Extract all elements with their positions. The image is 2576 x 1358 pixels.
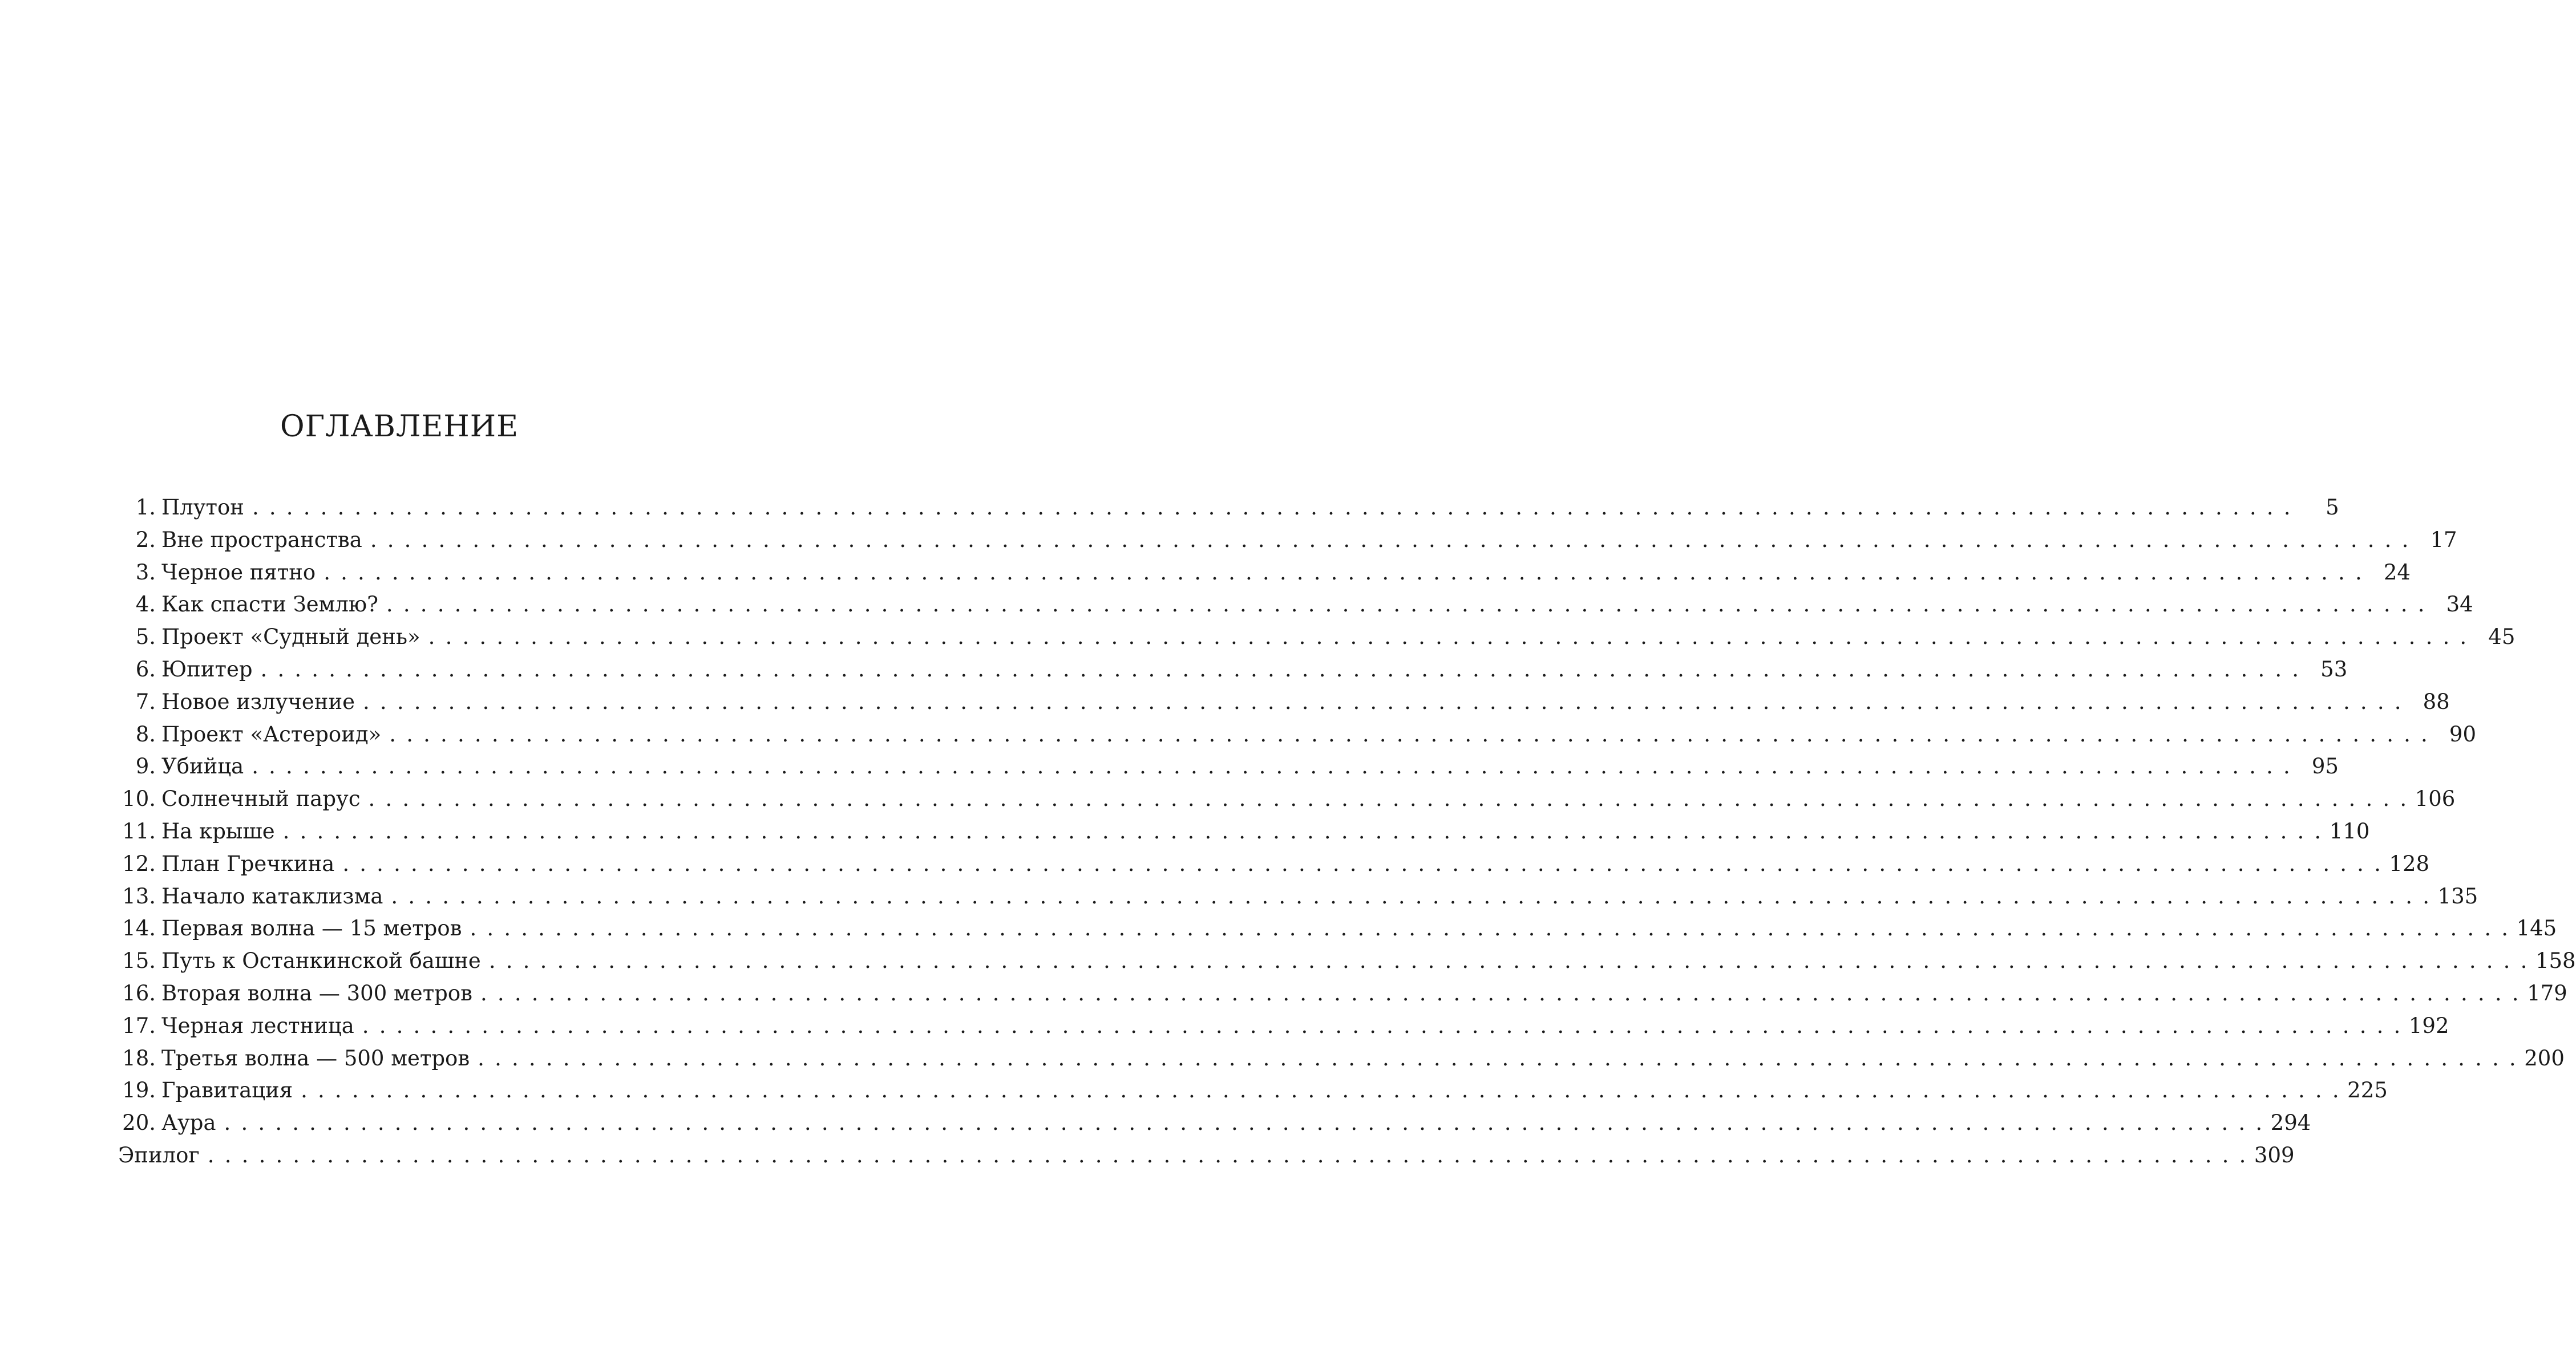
- toc-entry-page: 110: [2329, 818, 2370, 844]
- toc-entry-number: 7.: [135, 689, 156, 714]
- toc-entry-title: Убийца: [156, 751, 244, 783]
- toc-entry-number: 5.: [135, 625, 156, 650]
- page-title: ОГЛАВЛЕНИЕ: [280, 410, 519, 444]
- toc-entry-page: 90: [2449, 721, 2477, 747]
- dot-leader: . . . . . . . . . . . . . . . . . . . . . . . . . . . . . . . . . . . . . . . . . . . . . . . . . . . . . . . . . . . . . . . . . . . . . . . . . . . . . . . . . . . . . . . . . . . . . . . . . . . . . . . . . . . . . . . . . . . . . . . .: [342, 851, 2383, 876]
- toc-entry-page: 128: [2389, 851, 2430, 876]
- toc-entry-page: 45: [2488, 625, 2516, 650]
- dot-leader: . . . . . . . . . . . . . . . . . . . . . . . . . . . . . . . . . . . . . . . . . . . . . . . . . . . . . . . . . . . . . . . . . . . . . . . . . . . . . . . . . . . . . . . . . . . . . . . . . . . . . . . . . . . . . . . . . . . . . . . .: [386, 592, 2427, 617]
- dot-leader: . . . . . . . . . . . . . . . . . . . . . . . . . . . . . . . . . . . . . . . . . . . . . . . . . . . . . . . . . . . . . . . . . . . . . . . . . . . . . . . . . . . . . . . . . . . . . . . . . . . . . . . . . . . . . . . . . . . . . . . .: [363, 689, 2403, 714]
- toc-entry-number: 6.: [135, 656, 156, 682]
- toc-entry-page: 53: [2320, 656, 2348, 682]
- toc-entry-page: 34: [2446, 592, 2473, 617]
- dot-leader: . . . . . . . . . . . . . . . . . . . . . . . . . . . . . . . . . . . . . . . . . . . . . . . . . . . . . . . . . . . . . . . . . . . . . . . . . . . . . . . . . . . . . . . . . . . . . . . . . . . . . . . . . . . . . . . . . . . . . . . .: [428, 625, 2469, 650]
- dot-leader: . . . . . . . . . . . . . . . . . . . . . . . . . . . . . . . . . . . . . . . . . . . . . . . . . . . . . . . . . . . . . . . . . . . . . . . . . . . . . . . . . . . . . . . . . . . . . . . . . . . . . . . . . . . . . . . . . . . . . . . .: [480, 980, 2521, 1006]
- toc-entry-title: Проект «Астероид»: [156, 719, 381, 751]
- toc-entry: [118, 816, 2370, 848]
- toc-entry-number: 12.: [122, 851, 156, 876]
- toc-entry-number: 1.: [135, 495, 156, 520]
- toc-entry-page: 294: [2270, 1110, 2311, 1136]
- toc-entry-number: 20.: [122, 1110, 156, 1136]
- toc-entry-number: 11.: [122, 818, 156, 844]
- dot-leader: . . . . . . . . . . . . . . . . . . . . . . . . . . . . . . . . . . . . . . . . . . . . . . . . . . . . . . . . . . . . . . . . . . . . . . . . . . . . . . . . . . . . . . . . . . . . . . . . . . . . . . . . . . . . . . . . . . . . . . . .: [282, 818, 2323, 844]
- toc-entry-title: Эпилог: [118, 1140, 200, 1172]
- toc-entry-page: 200: [2524, 1045, 2565, 1071]
- toc-entry-number: 14.: [122, 916, 156, 941]
- toc-entry: [118, 1075, 2388, 1107]
- toc-entry: [118, 945, 2576, 978]
- toc-entry-number: 17.: [122, 1013, 156, 1038]
- dot-leader: . . . . . . . . . . . . . . . . . . . . . . . . . . . . . . . . . . . . . . . . . . . . . . . . . . . . . . . . . . . . . . . . . . . . . . . . . . . . . . . . . . . . . . . . . . . . . . . . . . . . . . . . . . . . . . . . . . . . . . . .: [389, 721, 2430, 747]
- toc-entry: [118, 686, 2450, 719]
- toc-entry-page: 179: [2527, 980, 2567, 1006]
- toc-entry-title: Начало катаклизма: [156, 881, 383, 913]
- toc-entry-page: 88: [2423, 689, 2450, 714]
- dot-leader: . . . . . . . . . . . . . . . . . . . . . . . . . . . . . . . . . . . . . . . . . . . . . . . . . . . . . . . . . . . . . . . . . . . . . . . . . . . . . . . . . . . . . . . . . . . . . . . . . . . . . . . . . . . . . . . . . . . . . . . .: [207, 1142, 2248, 1168]
- toc-entry-title: Аура: [156, 1107, 216, 1140]
- toc-entry: [118, 783, 2456, 816]
- toc-entry-page: 95: [2311, 754, 2339, 779]
- dot-leader: . . . . . . . . . . . . . . . . . . . . . . . . . . . . . . . . . . . . . . . . . . . . . . . . . . . . . . . . . . . . . . . . . . . . . . . . . . . . . . . . . . . . . . . . . . . . . . . . . . . . . . . . . . . . . . . . . . . . . . . .: [368, 787, 2409, 812]
- toc-entry: [118, 719, 2477, 751]
- dot-leader: . . . . . . . . . . . . . . . . . . . . . . . . . . . . . . . . . . . . . . . . . . . . . . . . . . . . . . . . . . . . . . . . . . . . . . . . . . . . . . . . . . . . . . . . . . . . . . . . . . . . . . . . . . . . . . . . . . . . . . . .: [252, 754, 2292, 779]
- toc-entry-number: 9.: [135, 754, 156, 779]
- toc-entry: [118, 751, 2339, 783]
- toc-entry-page: 158: [2535, 948, 2576, 974]
- toc-entry-title: На крыше: [156, 816, 275, 848]
- table-of-contents: [118, 492, 2576, 1172]
- toc-entry-number: 16.: [122, 980, 156, 1006]
- toc-entry-title: Плутон: [156, 492, 244, 524]
- toc-entry: [118, 1010, 2449, 1043]
- toc-entry-page: 135: [2437, 883, 2478, 909]
- dot-leader: . . . . . . . . . . . . . . . . . . . . . . . . . . . . . . . . . . . . . . . . . . . . . . . . . . . . . . . . . . . . . . . . . . . . . . . . . . . . . . . . . . . . . . . . . . . . . . . . . . . . . . . . . . . . . . . . . . . . . . . .: [391, 883, 2432, 909]
- toc-entry-page: 106: [2415, 787, 2456, 812]
- toc-entry: [118, 978, 2567, 1010]
- toc-entry: [118, 589, 2473, 621]
- toc-entry-title: Путь к Останкинской башне: [156, 945, 481, 978]
- dot-leader: . . . . . . . . . . . . . . . . . . . . . . . . . . . . . . . . . . . . . . . . . . . . . . . . . . . . . . . . . . . . . . . . . . . . . . . . . . . . . . . . . . . . . . . . . . . . . . . . . . . . . . . . . . . . . . . . . . . . . . . .: [370, 527, 2411, 552]
- toc-entry-title: Новое излучение: [156, 686, 355, 719]
- toc-entry-title: Юпитер: [156, 654, 253, 686]
- toc-entry: [118, 881, 2478, 913]
- toc-entry-title: Первая волна — 15 метров: [156, 913, 462, 945]
- dot-leader: . . . . . . . . . . . . . . . . . . . . . . . . . . . . . . . . . . . . . . . . . . . . . . . . . . . . . . . . . . . . . . . . . . . . . . . . . . . . . . . . . . . . . . . . . . . . . . . . . . . . . . . . . . . . . . . . . . . . . . . .: [301, 1078, 2341, 1103]
- toc-entry-title: Третья волна — 500 метров: [156, 1043, 470, 1075]
- toc-entry-number: 19.: [122, 1078, 156, 1103]
- toc-entry-number: 18.: [122, 1045, 156, 1071]
- toc-entry-number: 2.: [135, 527, 156, 552]
- toc-entry-number: 13.: [122, 883, 156, 909]
- dot-leader: . . . . . . . . . . . . . . . . . . . . . . . . . . . . . . . . . . . . . . . . . . . . . . . . . . . . . . . . . . . . . . . . . . . . . . . . . . . . . . . . . . . . . . . . . . . . . . . . . . . . . . . . . . . . . . . . . . . . . . . .: [252, 495, 2292, 520]
- toc-entry-title: Как спасти Землю?: [156, 589, 378, 621]
- toc-entry-number: 10.: [122, 787, 156, 812]
- toc-entry-number: 4.: [135, 592, 156, 617]
- toc-entry-page: 225: [2347, 1078, 2388, 1103]
- toc-entry-title: План Гречкина: [156, 848, 334, 881]
- toc-entry-number: 15.: [122, 948, 156, 974]
- toc-entry: [118, 913, 2557, 945]
- toc-entry: [118, 1107, 2311, 1140]
- toc-entry-title: Вторая волна — 300 метров: [156, 978, 472, 1010]
- toc-entry: [118, 1043, 2565, 1075]
- dot-leader: . . . . . . . . . . . . . . . . . . . . . . . . . . . . . . . . . . . . . . . . . . . . . . . . . . . . . . . . . . . . . . . . . . . . . . . . . . . . . . . . . . . . . . . . . . . . . . . . . . . . . . . . . . . . . . . . . . . . . . . .: [470, 916, 2510, 941]
- toc-entry-title: Гравитация: [156, 1075, 293, 1107]
- toc-entry-title: Проект «Судный день»: [156, 621, 420, 654]
- toc-entry-page: 5: [2326, 495, 2339, 520]
- toc-entry-number: 8.: [135, 721, 156, 747]
- toc-entry-page: 24: [2383, 560, 2411, 585]
- toc-entry-page: 17: [2430, 527, 2457, 552]
- toc-entry: [118, 1140, 2295, 1172]
- dot-leader: . . . . . . . . . . . . . . . . . . . . . . . . . . . . . . . . . . . . . . . . . . . . . . . . . . . . . . . . . . . . . . . . . . . . . . . . . . . . . . . . . . . . . . . . . . . . . . . . . . . . . . . . . . . . . . . . . . . . . . . .: [362, 1013, 2403, 1038]
- toc-entry-title: Черное пятно: [156, 557, 316, 589]
- dot-leader: . . . . . . . . . . . . . . . . . . . . . . . . . . . . . . . . . . . . . . . . . . . . . . . . . . . . . . . . . . . . . . . . . . . . . . . . . . . . . . . . . . . . . . . . . . . . . . . . . . . . . . . . . . . . . . . . . . . . . . . .: [323, 560, 2364, 585]
- dot-leader: . . . . . . . . . . . . . . . . . . . . . . . . . . . . . . . . . . . . . . . . . . . . . . . . . . . . . . . . . . . . . . . . . . . . . . . . . . . . . . . . . . . . . . . . . . . . . . . . . . . . . . . . . . . . . . . . . . . . . . . .: [478, 1045, 2518, 1071]
- toc-entry-page: 309: [2254, 1142, 2295, 1168]
- toc-entry-title: Вне пространства: [156, 524, 362, 557]
- toc-entry-title: Солнечный парус: [156, 783, 361, 816]
- dot-leader: . . . . . . . . . . . . . . . . . . . . . . . . . . . . . . . . . . . . . . . . . . . . . . . . . . . . . . . . . . . . . . . . . . . . . . . . . . . . . . . . . . . . . . . . . . . . . . . . . . . . . . . . . . . . . . . . . . . . . . . .: [224, 1110, 2264, 1136]
- toc-entry-page: 192: [2408, 1013, 2449, 1038]
- toc-entry: [118, 654, 2348, 686]
- toc-entry: [118, 621, 2516, 654]
- toc-entry-page: 145: [2516, 916, 2557, 941]
- dot-leader: . . . . . . . . . . . . . . . . . . . . . . . . . . . . . . . . . . . . . . . . . . . . . . . . . . . . . . . . . . . . . . . . . . . . . . . . . . . . . . . . . . . . . . . . . . . . . . . . . . . . . . . . . . . . . . . . . . . . . . . .: [488, 948, 2529, 974]
- toc-entry: [118, 492, 2339, 524]
- dot-leader: . . . . . . . . . . . . . . . . . . . . . . . . . . . . . . . . . . . . . . . . . . . . . . . . . . . . . . . . . . . . . . . . . . . . . . . . . . . . . . . . . . . . . . . . . . . . . . . . . . . . . . . . . . . . . . . . . . . . . . . .: [260, 656, 2301, 682]
- toc-entry-number: 3.: [135, 560, 156, 585]
- toc-entry: [118, 557, 2411, 589]
- toc-entry: [118, 524, 2457, 557]
- toc-entry: [118, 848, 2430, 881]
- toc-entry-title: Черная лестница: [156, 1010, 354, 1043]
